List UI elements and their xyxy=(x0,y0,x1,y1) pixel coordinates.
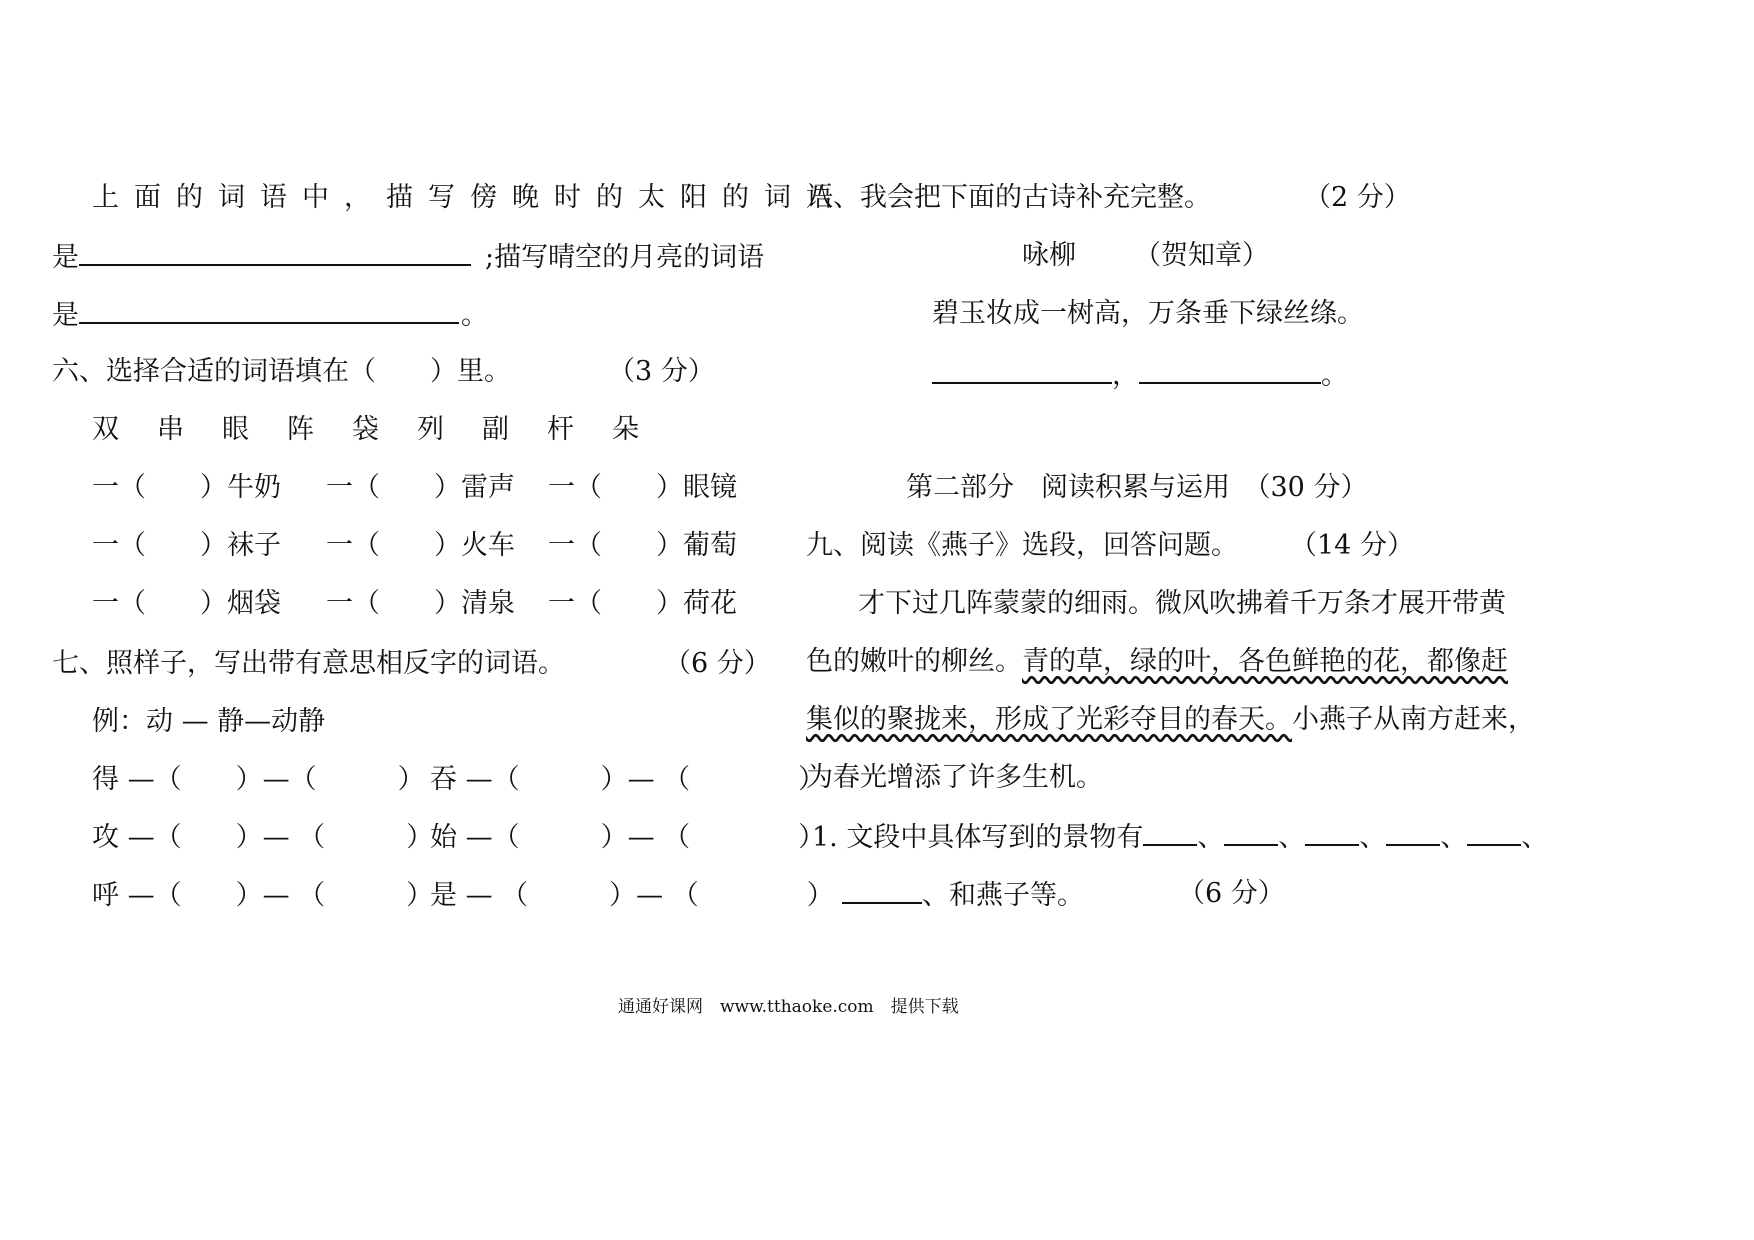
poem-blank[interactable] xyxy=(932,356,1112,384)
q9-score: （14 分） xyxy=(1290,530,1414,561)
scenery-blank[interactable] xyxy=(1305,818,1359,846)
poem-blank[interactable] xyxy=(1139,356,1321,384)
separator: 、 xyxy=(1197,822,1225,853)
passage-line xyxy=(806,644,1508,680)
sunset-words-line xyxy=(52,238,764,276)
passage-text: 色的嫩叶的柳丝。 xyxy=(806,646,1022,677)
separator: 、 xyxy=(1278,822,1306,853)
q7-heading: 七、照样子，写出带有意思相反字的词语。 xyxy=(52,648,565,679)
footer-credit: 通通好课网 www.tthaoke.com 提供下载 xyxy=(618,997,959,1017)
q9-sub1-cont xyxy=(842,876,1084,914)
q8-score: （2 分） xyxy=(1304,182,1411,213)
measure-word-item[interactable]: 一（ ）雷声 xyxy=(326,472,515,503)
moon-words-blank[interactable] xyxy=(79,296,459,324)
measure-word-item[interactable]: 一（ ）荷花 xyxy=(548,588,737,619)
q6-score: （3 分） xyxy=(608,356,715,387)
sunset-words-blank[interactable] xyxy=(79,238,471,266)
period: 。 xyxy=(1321,360,1348,391)
passage-line xyxy=(806,702,1535,738)
poem-author: （贺知章） xyxy=(1134,240,1269,271)
poem-title: 咏柳 xyxy=(1022,240,1076,271)
poem-line-1: 碧玉妆成一树高，万条垂下绿丝绦。 xyxy=(932,298,1364,329)
q9-heading: 九、阅读《燕子》选段，回答问题。 xyxy=(806,530,1238,561)
underlined-sentence: 青的草，绿的叶，各色鲜艳的花，都像赶 xyxy=(1022,646,1508,677)
word-bank-item: 副 xyxy=(482,414,509,445)
scenery-blank[interactable] xyxy=(1224,818,1278,846)
passage-text: 小燕子从南方赶来， xyxy=(1292,704,1535,735)
comma: ， xyxy=(1112,360,1139,391)
separator: 、 xyxy=(1359,822,1387,853)
antonym-item[interactable]: 攻 —（ ）— （ ） xyxy=(92,822,434,853)
scenery-blank[interactable] xyxy=(1467,818,1521,846)
line-prefix: 是 xyxy=(52,300,79,331)
antonym-item[interactable]: 呼 —（ ）— （ ） xyxy=(92,880,434,911)
scenery-blank[interactable] xyxy=(842,876,922,904)
word-bank-item: 串 xyxy=(157,414,184,445)
scenery-blank[interactable] xyxy=(1143,818,1197,846)
q6-heading: 六、选择合适的词语填在（ ）里。 xyxy=(52,356,511,387)
q7-score: （6 分） xyxy=(664,648,771,679)
word-bank-item: 杆 xyxy=(547,414,574,445)
line-prefix: 是 xyxy=(52,242,79,273)
sub1-end: 、和燕子等。 xyxy=(922,880,1084,911)
sub1-score: （6 分） xyxy=(1178,878,1285,909)
word-bank-item: 列 xyxy=(417,414,444,445)
moon-words-label: ;描写晴空的月亮的词语 xyxy=(485,242,765,273)
moon-words-line xyxy=(52,296,488,334)
antonym-item[interactable]: 始 —（ ）— （ ） xyxy=(430,822,826,853)
measure-word-item[interactable]: 一（ ）眼镜 xyxy=(548,472,737,503)
sub1-label: 1. 文段中具体写到的景物有 xyxy=(812,822,1144,853)
poem-line-2 xyxy=(932,356,1348,394)
part-two-heading: 第二部分 阅读积累与运用 （30 分） xyxy=(906,472,1368,503)
q7-example: 例：动 — 静—动静 xyxy=(92,706,326,737)
word-bank-item: 朵 xyxy=(612,414,639,445)
measure-word-item[interactable]: 一（ ）火车 xyxy=(326,530,515,561)
word-bank-item: 阵 xyxy=(287,414,314,445)
scenery-blank[interactable] xyxy=(1386,818,1440,846)
measure-word-item[interactable]: 一（ ）袜子 xyxy=(92,530,281,561)
separator: 、 xyxy=(1440,822,1468,853)
word-bank-item: 袋 xyxy=(352,414,379,445)
q8-heading: 八、我会把下面的古诗补充完整。 xyxy=(806,182,1211,213)
antonym-item[interactable]: 吞 —（ ）— （ ） xyxy=(430,764,826,795)
passage-line: 才下过几阵蒙蒙的细雨。微风吹拂着千万条才展开带黄 xyxy=(858,588,1506,619)
measure-word-item[interactable]: 一（ ）葡萄 xyxy=(548,530,737,561)
word-bank-item: 双 xyxy=(92,414,119,445)
period: 。 xyxy=(461,300,488,331)
antonym-item[interactable]: 得 —（ ）—（ ） xyxy=(92,764,425,795)
word-bank-item: 眼 xyxy=(222,414,249,445)
underlined-sentence: 集似的聚拢来，形成了光彩夺目的春天。 xyxy=(806,704,1292,735)
measure-word-item[interactable]: 一（ ）牛奶 xyxy=(92,472,281,503)
measure-word-item[interactable]: 一（ ）烟袋 xyxy=(92,588,281,619)
word-fill-sentence: 上面的词语中，描写傍晚时的太阳的词语 xyxy=(92,182,848,213)
separator: 、 xyxy=(1521,822,1549,853)
passage-line: 为春光增添了许多生机。 xyxy=(806,762,1103,793)
q9-sub1 xyxy=(812,818,1548,856)
measure-word-item[interactable]: 一（ ）清泉 xyxy=(326,588,515,619)
antonym-item[interactable]: 是 — （ ）— （ ） xyxy=(430,880,834,911)
